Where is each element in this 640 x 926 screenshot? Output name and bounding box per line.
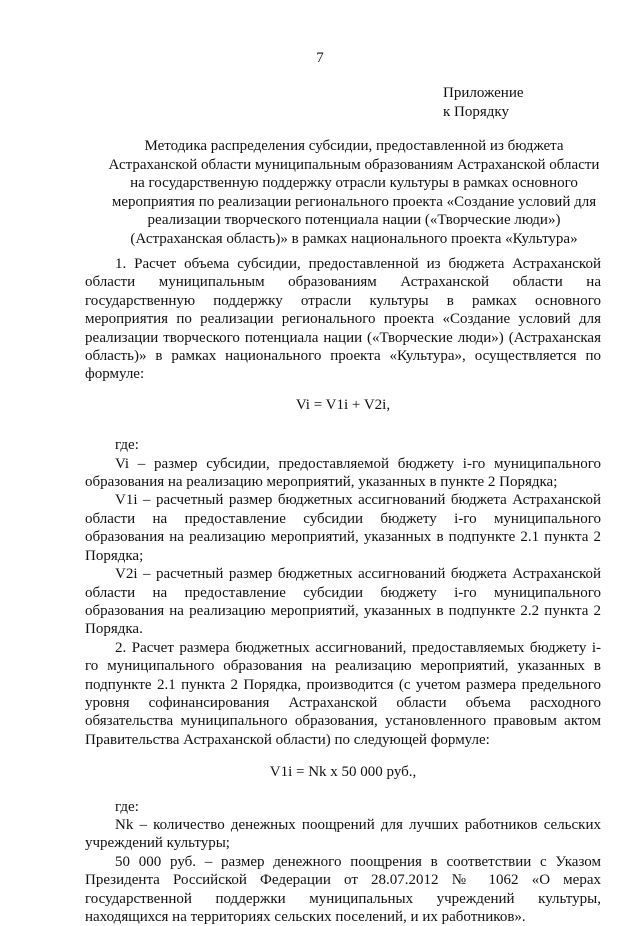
document-body — [85, 255, 601, 926]
appendix-line-2: к Порядку — [443, 104, 509, 120]
definition-vi: Vi – размер субсидии, предоставляемой бюджету i-го муниципального образования на реализацию мероприятий, указанных в пункте 2 Порядка; — [85, 455, 601, 491]
appendix-line-1: Приложение — [443, 85, 524, 101]
definition-v2i: V2i – расчетный размер бюджетных ассигнований бюджета Астраханской области на предоставление субсидии бюджету i-го муниципального образования на реализацию мероприятий, указанных в подпункте 2.2 пункта 2 Порядка. — [85, 566, 601, 638]
section-2-paragraph: 2. Расчет размера бюджетных ассигнований, предоставляемых бюджету i-го муниципального образования на реализацию мероприятий, указанных в подпункте 2.1 пункта 2 Порядка, производится (с учетом размера предельного уровня софинансирования Астраханской области объема расходного обязательства муниципального образования, установленного правовым актом Правительства Астраханской области) по следующей формуле: — [85, 639, 601, 748]
where-label-1: где: — [115, 437, 139, 454]
definition-v1i: V1i – расчетный размер бюджетных ассигнований бюджета Астраханской области на предоставление субсидии бюджету i-го муниципального образования на реализацию мероприятий, указанных в подпункте 2.1 пункта 2 Порядка; — [85, 492, 601, 564]
document-title: Методика распределения субсидии, предоставленной из бюджета Астраханской области муниципальным образованиям Астраханской области на государственную поддержку отрасли культуры в рамках основного мероприятия по реализации регионального проекта «Создание условий для реализации творческого потенциала нации («Творческие люди») (Астраханская область)» в рамках национального проекта «Культура» — [108, 138, 600, 247]
section-1-paragraph: 1. Расчет объема субсидии, предоставленной из бюджета Астраханской области муниципальным образованиям Астраханской области на государственную поддержку отрасли культуры в рамках основного мероприятия по реализации регионального проекта «Создание условий для реализации творческого потенциала нации («Творческие люди») (Астраханская область)» в рамках национального проекта «Культура», осуществляется по формуле: — [85, 256, 601, 383]
formula-1: Vi = V1i + V2i, — [295, 396, 391, 413]
definition-nk: Nk – количество денежных поощрений для лучших работников сельских учреждений культуры; — [85, 816, 601, 852]
page-number: 7 — [316, 50, 324, 66]
formula-2: V1i = Nk x 50 000 руб., — [269, 764, 417, 781]
definition-bonus-amount: 50 000 руб. – размер денежного поощрения в соответствии с Указом Президента Российской Федерации от 28.07.2012 № 1062 «О мерах государственной поддержки муниципальных учреждений культуры, находящихся на территориях сельских поселений, и их работников». — [85, 853, 601, 925]
where-label-2: где: — [115, 798, 139, 815]
appendix-heading — [443, 84, 524, 122]
